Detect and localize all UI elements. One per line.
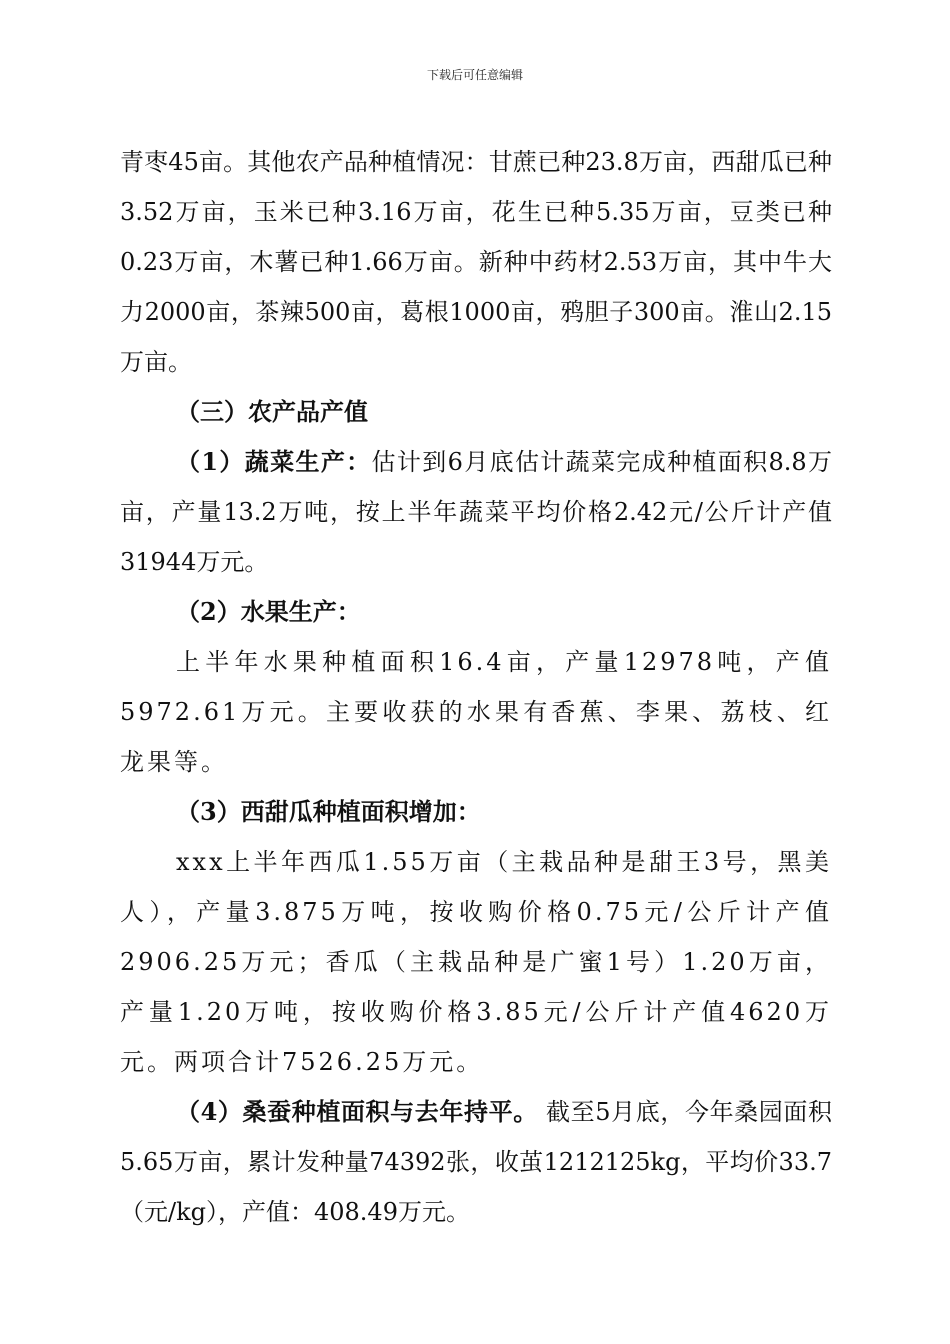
paragraph-fruits: 上半年水果种植面积16.4亩，产量12978吨，产值5972.61万元。主要收获的水果有香蕉、李果、荔枝、红龙果等。 [120, 648, 832, 776]
vegetables-text: 估计到6月底估计蔬菜完成种植面积8.8万亩，产量13.2万吨，按上半年蔬菜平均价格2.42元/公斤计产值31944万元。 [120, 448, 833, 576]
melons-title: （3）西甜瓜种植面积增加： [176, 797, 481, 826]
section-heading-output-value: （三）农产品产值 [176, 397, 368, 426]
paragraph-melons: xxx上半年西瓜1.55万亩（主栽品种是甜王3号，黑美人），产量3.875万吨，按收购价格0.75元/公斤计产值2906.25万元；香瓜（主栽品种是广蜜1号）1.20万亩，产量1.20万吨，按收购价格3.85元/公斤计产值4620万元。两项合计7526.25万元。 [120, 848, 832, 1076]
document-body [120, 137, 832, 1237]
page-header-note: 下载后可任意编辑 [426, 68, 523, 82]
paragraph-vegetables [120, 437, 832, 587]
paragraph-sericulture [120, 1087, 832, 1237]
vegetables-title: （1）蔬菜生产： [176, 447, 372, 476]
fruits-title: （2）水果生产： [176, 597, 361, 626]
sericulture-title: （4）桑蚕种植面积与去年持平。 [176, 1097, 538, 1126]
paragraph-crops: 青枣45亩。其他农产品种植情况：甘蔗已种23.8万亩，西甜瓜已种3.52万亩，玉米已种3.16万亩，花生已种5.35万亩，豆类已种0.23万亩，木薯已种1.66万亩。新种中药材2.53万亩，其中牛大力2000亩，茶辣500亩，葛根1000亩，鸦胆子300亩。淮山2.15万亩。 [120, 148, 832, 376]
sericulture-text: 截至5月底，今年桑园面积5.65万亩，累计发种量74392张，收茧1212125kg，平均价33.7（元/kg），产值：408.49万元。 [120, 1098, 832, 1226]
